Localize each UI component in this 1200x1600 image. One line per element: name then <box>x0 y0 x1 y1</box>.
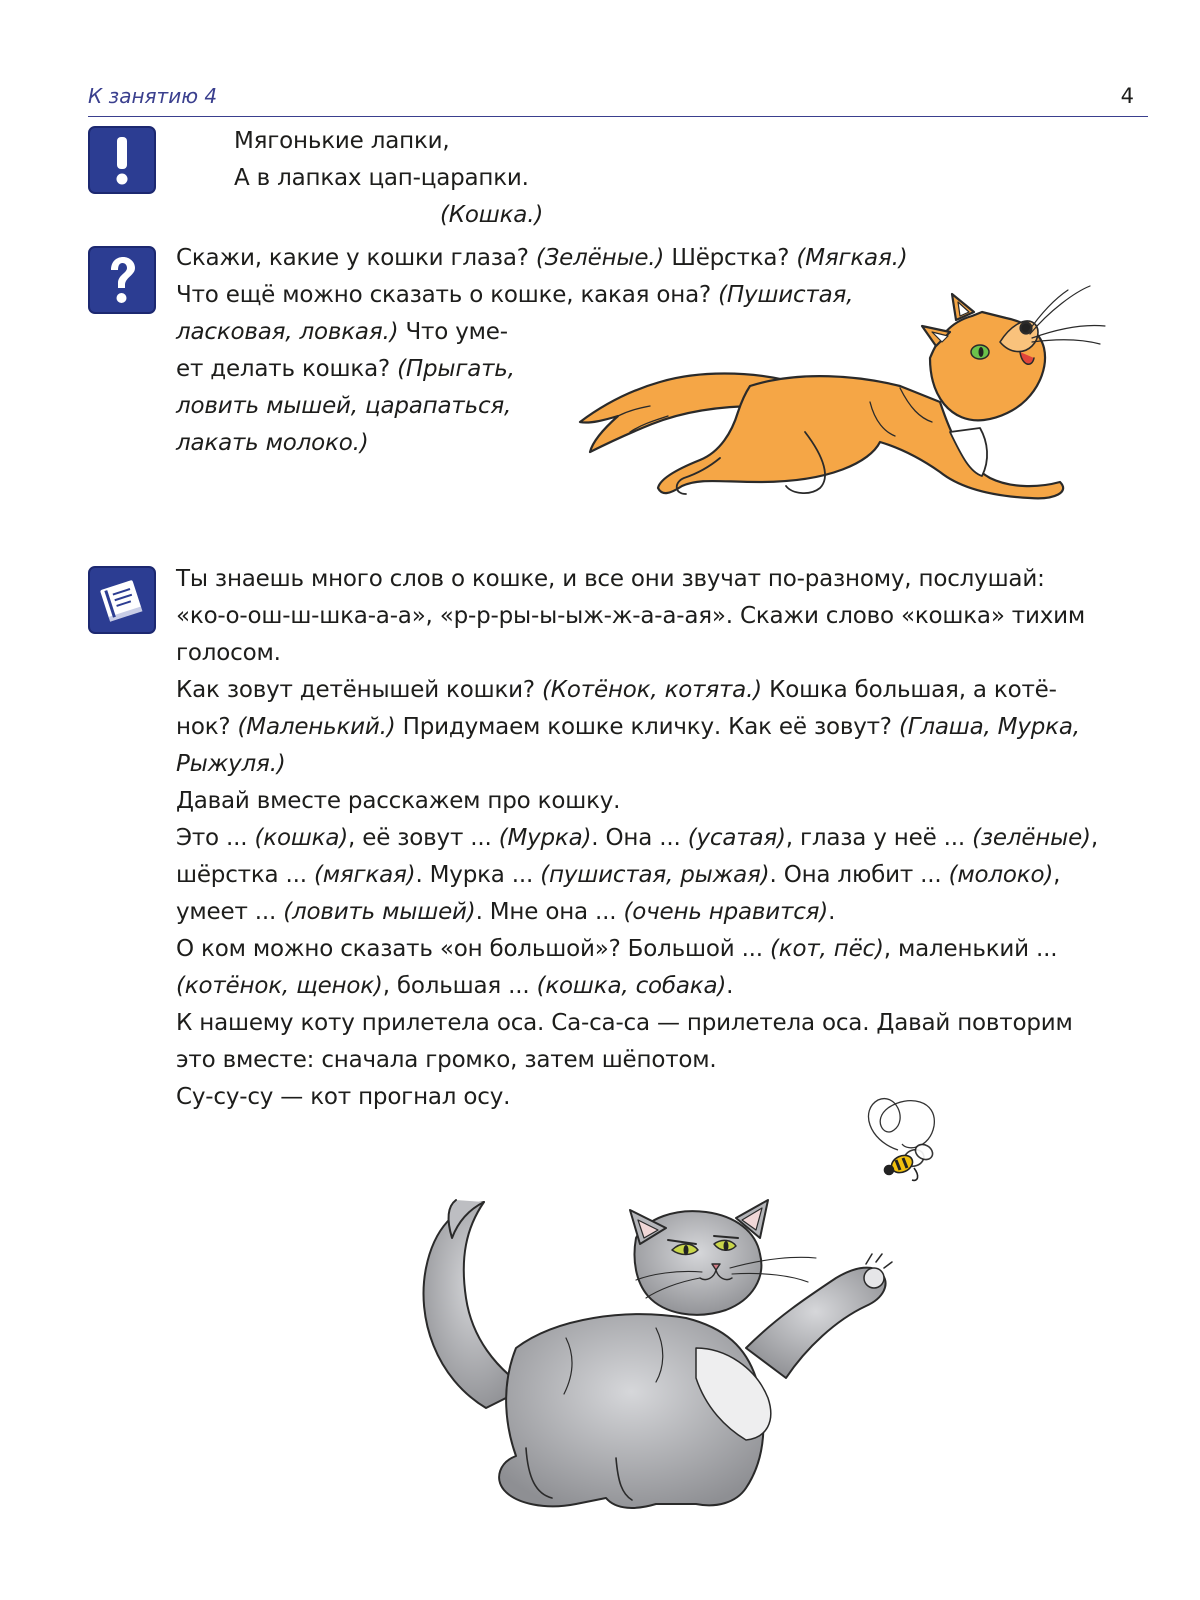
story-line-6: Рыжуля.) <box>176 751 286 777</box>
story-line-11: О ком можно сказать «он большой»? Большой ... (кот, пёс), маленький ... <box>176 936 1058 962</box>
questions-line-1: Скажи, какие у кошки глаза? (Зелёные.) Шёрстка? (Мягкая.) <box>176 245 908 271</box>
riddle-line-1: Мягонькие лапки, <box>234 128 450 154</box>
story-line-3: голосом. <box>176 640 281 666</box>
questions-line-6: лакать молоко.) <box>176 430 369 456</box>
grey-cat-illustration <box>396 1198 916 1528</box>
questions-line-3: ласковая, ловкая.) Что уме- <box>176 319 508 345</box>
story-line-13: К нашему коту прилетела оса. Са-са-са — прилетела оса. Давай повторим <box>176 1010 1073 1036</box>
story-line-10: умеет ... (ловить мышей). Мне она ... (очень нравится). <box>176 899 836 925</box>
questions-line-2: Что ещё можно сказать о кошке, какая она? (Пушистая, <box>176 282 854 308</box>
page-header <box>88 80 1148 117</box>
story-line-12: (котёнок, щенок), большая ... (кошка, собака). <box>176 973 734 999</box>
story-line-1: Ты знаешь много слов о кошке, и все они звучат по-разному, послушай: <box>176 566 1045 592</box>
wasp-illustration <box>858 1090 954 1190</box>
story-line-14: это вместе: сначала громко, затем шёпотом. <box>176 1047 717 1073</box>
story-line-5: нок? (Маленький.) Придумаем кошке кличку. Как её зовут? (Глаша, Мурка, <box>176 714 1080 740</box>
story-line-7: Давай вместе расскажем про кошку. <box>176 788 621 814</box>
riddle-line-2: А в лапках цап-царапки. <box>234 165 529 191</box>
story-line-2: «ко-о-ош-ш-шка-а-а», «р-р-ры-ы-ыж-ж-а-а-ая». Скажи слово «кошка» тихим <box>176 603 1086 629</box>
page-number: 4 <box>1120 84 1134 108</box>
lesson-title: К занятию 4 <box>88 84 218 108</box>
story-line-9: шёрстка ... (мягкая). Мурка ... (пушистая, рыжая). Она любит ... (молоко), <box>176 862 1061 888</box>
riddle-answer: (Кошка.) <box>440 202 544 228</box>
question-icon <box>88 246 156 314</box>
exclamation-icon <box>88 126 156 194</box>
story-line-8: Это ... (кошка), её зовут ... (Мурка). Она ... (усатая), глаза у неё ... (зелёные), <box>176 825 1098 851</box>
story-line-4: Как зовут детёнышей кошки? (Котёнок, котята.) Кошка большая, а котё- <box>176 677 1057 703</box>
questions-line-4: ет делать кошка? (Прыгать, <box>176 356 515 382</box>
story-block <box>176 561 1098 1116</box>
story-line-15: Су-су-су — кот прогнал осу. <box>176 1084 511 1110</box>
riddle <box>234 123 543 234</box>
book-icon <box>88 566 156 634</box>
questions-line-5: ловить мышей, царапаться, <box>176 393 512 419</box>
ginger-cat-illustration <box>570 282 1110 514</box>
